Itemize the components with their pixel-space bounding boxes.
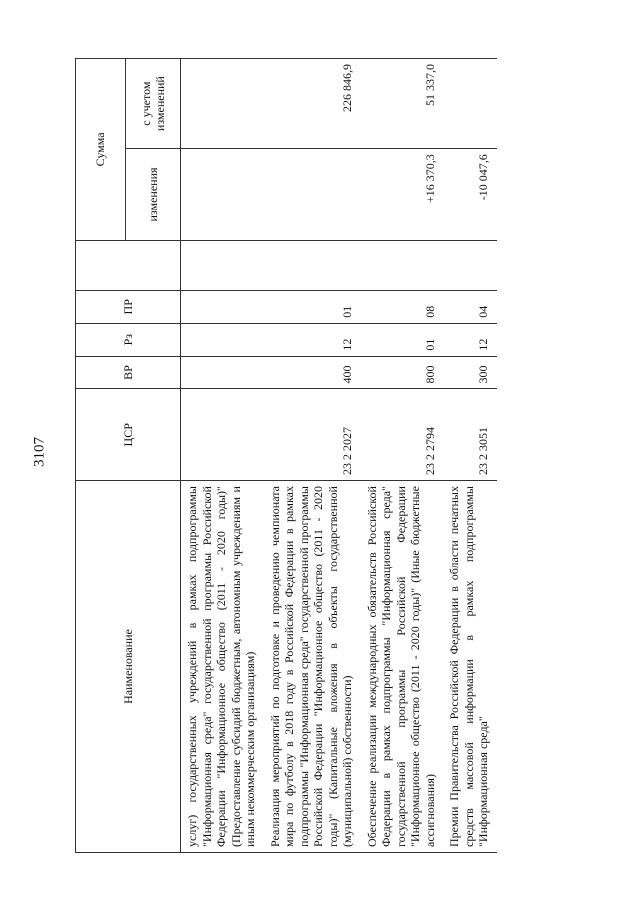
row-change [181, 149, 264, 241]
header-with-changes: с учетом изменений [126, 59, 181, 149]
row-blank [361, 240, 444, 290]
header-pr: ПР [76, 290, 181, 323]
row-blank [181, 240, 264, 290]
row-pr [181, 290, 264, 323]
row-csr: 23 2 3051 [443, 389, 497, 481]
row-change [264, 149, 361, 241]
header-name: Наименование [76, 481, 181, 853]
row-rz: 12 [443, 323, 497, 356]
table-header [76, 59, 181, 853]
row-pr: 04 [443, 290, 497, 323]
row-name: Реализация мероприятий по подготовке и проведению чемпионата мира по футболу в 2018 году в Российской Федерации в рамках подпрограммы "Информационная среда" государственной программы Российской Федерации "Информационное общество (2011 - 2020 годы)" (Капитальные вложения в объекты государственной (муниципальной) собственности) [264, 481, 361, 853]
row-change: -10 047,6 [443, 149, 497, 241]
header-changes: изменения [126, 149, 181, 241]
header-blank [76, 240, 181, 290]
row-csr: 23 2 2027 [264, 389, 361, 481]
row-vr [181, 356, 264, 389]
header-csr: ЦСР [76, 389, 181, 481]
row-vr: 300 [443, 356, 497, 389]
row-csr [181, 389, 264, 481]
table-row [443, 59, 497, 853]
row-total: 51 337,0 [361, 59, 444, 149]
row-blank [443, 240, 497, 290]
rotated-table-container [75, 58, 600, 853]
table-row [181, 59, 264, 853]
row-name: услуг) государственных учреждений в рамках подпрограммы "Информационная среда" государственной программы Российской Федерации "Информационное общество (2011 - 2020 годы)" (Предоставление субсидий бюджетным, автономным учреждениям и иным некоммерческим организациям) [181, 481, 264, 853]
row-vr: 400 [264, 356, 361, 389]
row-blank [264, 240, 361, 290]
row-total [443, 59, 497, 149]
row-csr: 23 2 2794 [361, 389, 444, 481]
row-total [181, 59, 264, 149]
row-rz: 12 [264, 323, 361, 356]
table-row [264, 59, 361, 853]
row-rz: 01 [361, 323, 444, 356]
row-rz [181, 323, 264, 356]
row-name: Премии Правительства Российской Федерации в области печатных средств массовой информации в рамках подпрограммы "Информационная среда" [443, 481, 497, 853]
header-sum: Сумма [76, 59, 126, 241]
table-row [361, 59, 444, 853]
row-name: Обеспечение реализации международных обязательств Российской Федерации в рамках подпрограммы "Информационная среда" государственной программы Российской Федерации "Информационное общество (2011 - 2020 годы)" (Иные бюджетные ассигнования) [361, 481, 444, 853]
row-total: 226 846,9 [264, 59, 361, 149]
page-number-text: 3107 [31, 437, 48, 467]
header-rz: Рз [76, 323, 181, 356]
row-pr: 01 [264, 290, 361, 323]
header-vr: ВР [76, 356, 181, 389]
row-change: +16 370,3 [361, 149, 444, 241]
row-vr: 800 [361, 356, 444, 389]
page-number [0, 0, 70, 905]
budget-table [75, 58, 497, 853]
row-pr: 08 [361, 290, 444, 323]
